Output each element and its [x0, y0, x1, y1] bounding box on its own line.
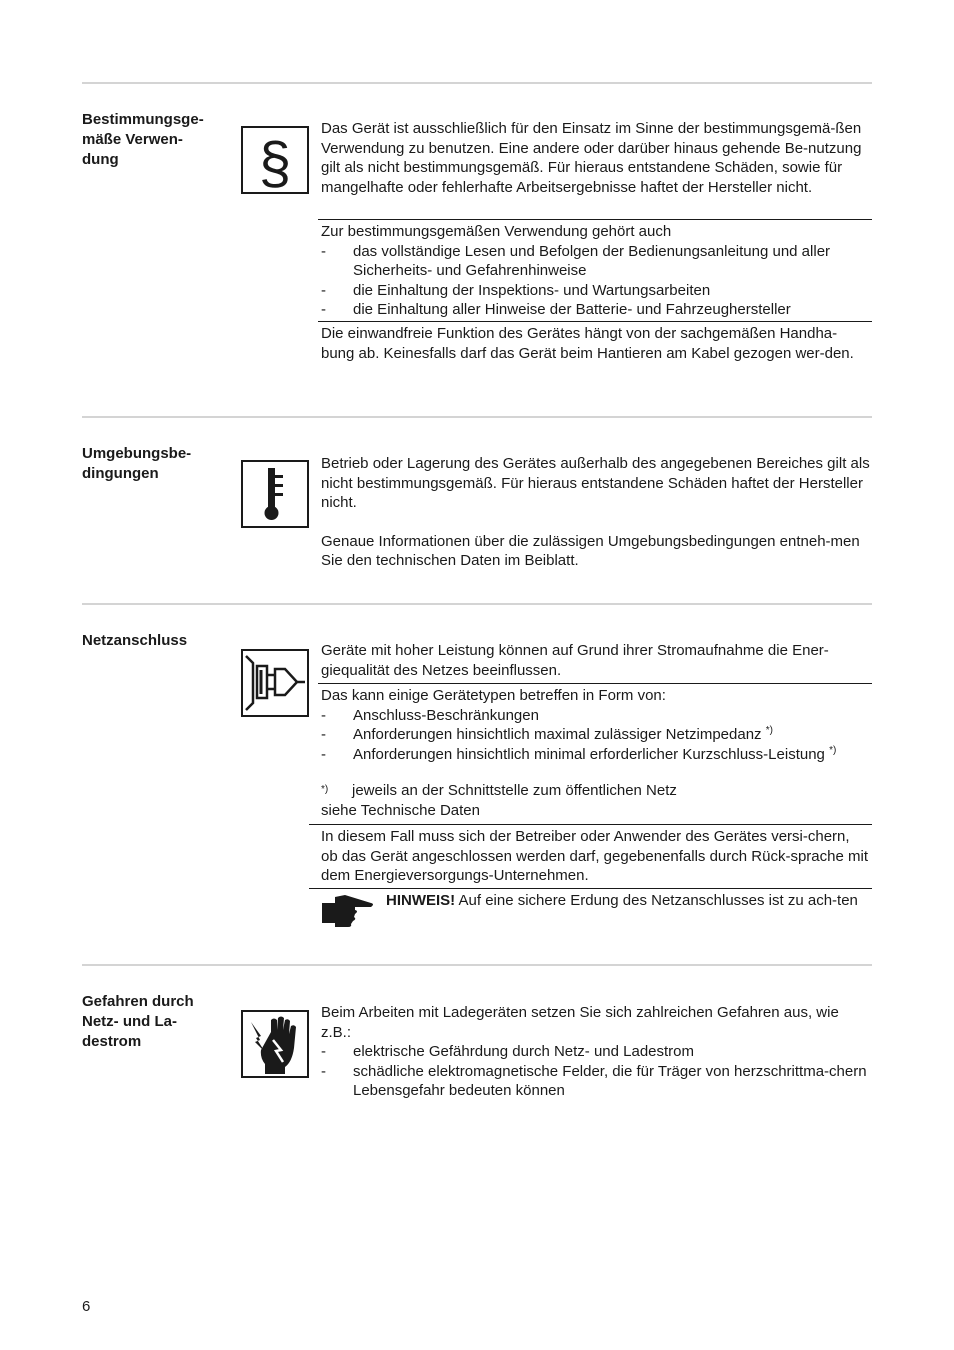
footnote-marker: *) [829, 744, 837, 756]
electric-shock-hand-icon [241, 1010, 309, 1078]
paragraph: In diesem Fall muss sich der Betreiber oder Anwender des Gerätes versi-chern, ob das Gerät angeschlossen werden darf, gegebenenfalls durch Rück-sprache mit dem Energieversorgungs-Unternehmen. [321, 828, 868, 884]
note-label: HINWEIS! [386, 892, 456, 909]
section-body [321, 827, 872, 886]
list-dash: - [321, 301, 326, 318]
section-heading: Gefahren durch Netz- und La- destrom [82, 993, 194, 1050]
list-intro: Das kann einige Gerätetypen betreffen in Form von: [321, 687, 666, 704]
section-heading: Bestimmungsge- mäße Verwen- dung [82, 111, 204, 168]
separator-line [318, 683, 872, 684]
list-dash: - [321, 1062, 326, 1080]
list-item [321, 281, 872, 301]
list-item [321, 1062, 872, 1101]
section-body [321, 454, 872, 571]
list-item [321, 1042, 872, 1062]
section-body [321, 1003, 872, 1101]
separator-line [309, 824, 872, 825]
list-dash: - [321, 242, 326, 260]
pointing-hand-icon [321, 893, 377, 929]
paragraph: Die einwandfreie Funktion des Gerätes hängt von der sachgemäßen Handha-bung ab. Keinesfalls darf das Gerät beim Hantieren am Kabel gezogen wer-den. [321, 325, 854, 362]
section-body [321, 222, 872, 320]
list-dash: - [321, 1043, 326, 1060]
list-dash: - [321, 706, 326, 724]
section-body [321, 686, 872, 820]
list-item-text: Anforderungen hinsichtlich maximal zulässiger Netzimpedanz [353, 726, 762, 743]
list-intro: Zur bestimmungsgemäßen Verwendung gehört auch [321, 223, 672, 240]
section-heading: Netzanschluss [82, 632, 188, 649]
paragraph: Betrieb oder Lagerung des Gerätes außerhalb des angegebenen Bereiches gilt als nicht bestimmungsgemäß. Für hieraus entstandene Schäden haftet der Hersteller nicht. [321, 455, 870, 511]
list-dash: - [321, 281, 326, 299]
paragraph: Geräte mit hoher Leistung können auf Grund ihrer Stromaufnahme die Ener-giequalität des Netzes beeinflussen. [321, 642, 829, 679]
section-heading: Umgebungsbe- dingungen [82, 445, 192, 482]
list-item [321, 706, 872, 726]
section-body [321, 641, 872, 680]
list-item-text: elektrische Gefährdung durch Netz- und Ladestrom [353, 1043, 695, 1060]
section-divider [82, 964, 872, 966]
footnote-text: jeweils an der Schnittstelle zum öffentlichen Netz [352, 782, 677, 799]
thermometer-icon [241, 460, 309, 528]
separator-line [309, 888, 872, 889]
page-number: 6 [82, 1298, 91, 1315]
separator-line [318, 321, 872, 322]
list-item-text: Anforderungen hinsichtlich minimal erforderlicher Kurzschluss-Leistung [353, 745, 825, 763]
footnote-reference: siehe Technische Daten [321, 801, 480, 819]
list-item-text: die Einhaltung der Inspektions- und Wartungsarbeiten [353, 281, 711, 299]
list-item [321, 300, 872, 320]
section-divider [82, 603, 872, 605]
list-item-text: schädliche elektromagnetische Felder, die für Träger von herzschrittma-chern Lebensgefahr bedeuten können [353, 1062, 867, 1099]
note-text: Auf eine sichere Erdung des Netzanschlusses ist zu ach-ten [455, 892, 858, 909]
footnote: *) jeweils an der Schnittstelle zum öffentlichen Netz [321, 782, 677, 799]
list-item-text: Anschluss-Beschränkungen [353, 706, 539, 724]
paragraph: Genaue Informationen über die zulässigen Umgebungsbedingungen entneh-men Sie den technischen Daten im Beiblatt. [321, 532, 860, 569]
list-item [321, 725, 872, 745]
list-dash: - [321, 726, 326, 743]
section-divider [82, 416, 872, 418]
list-intro: Beim Arbeiten mit Ladegeräten setzen Sie sich zahlreichen Gefahren aus, wie z.B.: [321, 1004, 839, 1041]
section-body [321, 119, 872, 197]
separator-line [318, 219, 872, 220]
list-item-text: das vollständige Lesen und Befolgen der Bedienungsanleitung und aller Sicherheits- und Gefahrenhinweise [353, 242, 831, 279]
list-dash: - [321, 745, 326, 763]
list-item-text: die Einhaltung aller Hinweise der Batterie- und Fahrzeughersteller [353, 301, 791, 318]
plug-icon [241, 649, 309, 717]
svg-text:§: § [258, 131, 292, 192]
section-divider [82, 82, 872, 84]
section-body [321, 324, 872, 363]
paragraph-icon [241, 126, 309, 194]
note [386, 891, 872, 911]
paragraph: Das Gerät ist ausschließlich für den Einsatz im Sinne der bestimmungsgemä-ßen Verwendung zu benutzen. Eine andere oder darüber hinaus gehende Be-nutzung gilt als nicht bestimmungsgemäß. Für hieraus entstandene Schäden, sowie für mangelhafte oder fehlerhafte Arbeitsergebnisse haftet der Hersteller nicht. [321, 120, 862, 196]
list-item [321, 242, 872, 281]
list-item [321, 745, 872, 765]
footnote-marker: *) [765, 725, 773, 736]
